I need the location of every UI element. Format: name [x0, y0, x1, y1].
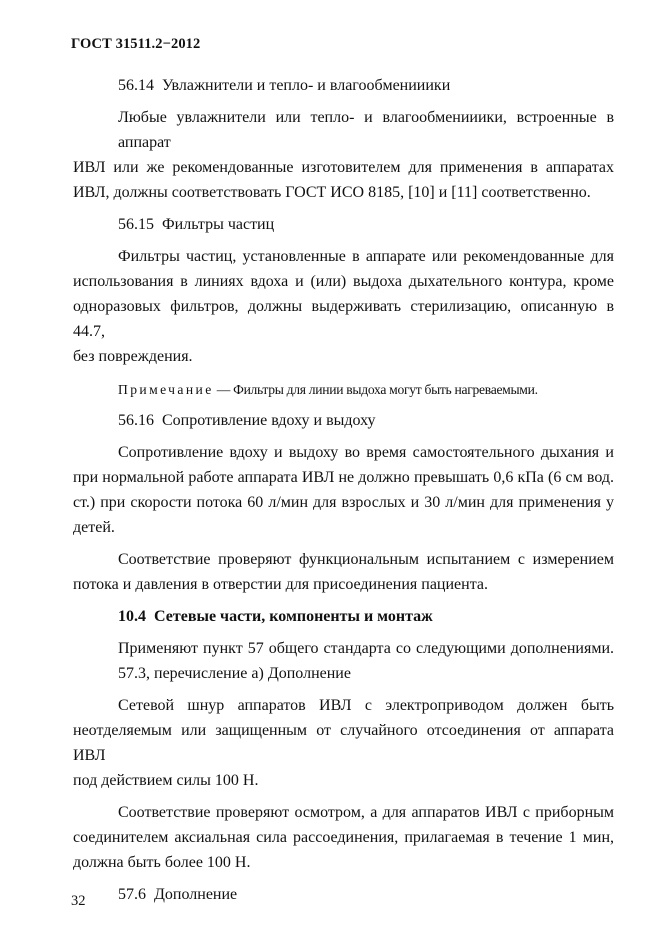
paragraph-line: без повреждения. [73, 348, 193, 365]
page-number: 32 [71, 893, 86, 909]
section-10-4-heading [73, 604, 614, 629]
paragraph-line: использования в линиях вдоха и (или) выдоха дыхательного контура, кроме [73, 273, 614, 290]
note [73, 377, 614, 402]
paragraph-line: Сетевой шнур аппаратов ИВЛ с электроприводом должен быть [118, 697, 614, 714]
paragraph-line: под действием силы 100 Н. [73, 772, 259, 789]
section-57-3-heading: 57.3, перечисление а) Дополнение [118, 665, 351, 682]
paragraph-line: одноразовых фильтров, должны выдерживать стерилизацию, описанную в 44.7, [73, 298, 614, 340]
paragraph-line: при нормальной работе аппарата ИВЛ не должно превышать 0,6 кПа (6 см вод. [73, 469, 614, 486]
section-56-15-heading [73, 212, 614, 237]
section-title: Увлажнители и тепло- и влагообменииики [162, 77, 451, 94]
section-title: Сетевые части, компоненты и монтаж [154, 608, 433, 625]
section-title: Сопротивление вдоху и выдоху [162, 412, 376, 429]
paragraph-line: Соответствие проверяют функциональным испытанием с измерением [118, 551, 614, 568]
paragraph-line: Любые увлажнители или тепло- и влагообменииики, встроенные в аппарат [118, 109, 614, 151]
paragraph-line: детей. [73, 519, 115, 536]
section-title: Дополнение [154, 886, 238, 903]
paragraph-line: Соответствие проверяют осмотром, а для аппаратов ИВЛ с приборным [118, 804, 614, 821]
section-number: 56.15 [118, 216, 154, 233]
note-label: Примечание [118, 382, 214, 397]
paragraph-line: Применяют пункт 57 общего стандарта со следующими дополнениями. [118, 640, 614, 657]
paragraph-line: ст.) при скорости потока 60 л/мин для взрослых и 30 л/мин для применения у [73, 494, 614, 511]
section-56-16-heading [73, 408, 614, 433]
section-57-6-heading [73, 882, 614, 907]
section-number: 56.16 [118, 412, 154, 429]
section-number: 56.14 [118, 77, 154, 94]
paragraph-line: Сопротивление вдоху и выдоху во время самостоятельного дыхания и [118, 444, 614, 461]
paragraph-line: ИВЛ, должны соответствовать ГОСТ ИСО 8185, [10] и [11] соответственно. [73, 184, 591, 201]
paragraph-line: соединителем аксиальная сила рассоединения, прилагаемая в течение 1 мин, [73, 829, 614, 846]
paragraph-line: должна быть более 100 Н. [73, 854, 251, 871]
section-56-14-heading [73, 73, 614, 98]
paragraph-line: потока и давления в отверстии для присоединения пациента. [73, 576, 488, 593]
page-content [73, 73, 614, 907]
paragraph-line: ИВЛ или же рекомендованные изготовителем для применения в аппаратах [73, 159, 614, 176]
paragraph-line: неотделяемым или защищенным от случайного отсоединения от аппарата ИВЛ [73, 722, 614, 764]
section-title: Фильтры частиц [162, 216, 275, 233]
section-number: 57.6 [118, 886, 146, 903]
paragraph-line: Фильтры частиц, установленные в аппарате или рекомендованные для [118, 248, 614, 265]
note-text: — Фильтры для линии выдоха могут быть нагреваемыми. [213, 382, 538, 397]
document-header: ГОСТ 31511.2−2012 [71, 36, 201, 52]
section-number: 10.4 [118, 608, 146, 625]
